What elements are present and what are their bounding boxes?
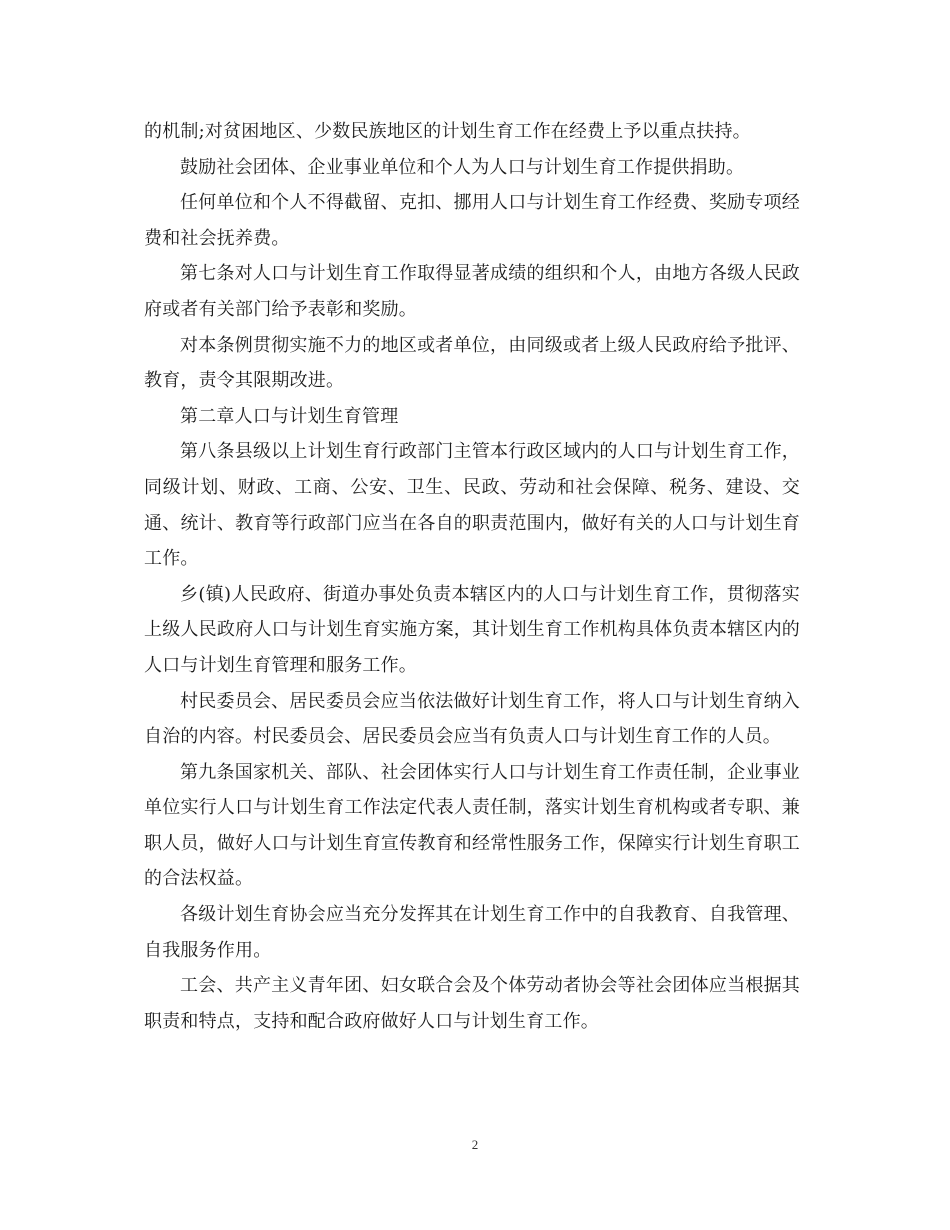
paragraph-article-7: 第七条对人口与计划生育工作取得显著成绩的组织和个人，由地方各级人民政府或者有关部门给予表彰和奖励。 xyxy=(144,263,800,320)
chapter-heading: 第二章人口与计划生育管理 xyxy=(180,405,399,427)
paragraph-12: 工会、共产主义青年团、妇女联合会及个体劳动者协会等社会团体应当根据其职责和特点，支持和配合政府做好人口与计划生育工作。 xyxy=(144,975,800,1032)
paragraph-article-8: 第八条县级以上计划生育行政部门主管本行政区域内的人口与计划生育工作，同级计划、财政、工商、公安、卫生、民政、劳动和社会保障、税务、建设、交通、统计、教育等行政部门应当在各自的职责范围内，做好有关的人口与计划生育工作。 xyxy=(144,441,800,570)
page-number: 2 xyxy=(471,1137,479,1152)
paragraph-8: 乡(镇)人民政府、街道办事处负责本辖区内的人口与计划生育工作，贯彻落实上级人民政府人口与计划生育实施方案，其计划生育工作机构具体负责本辖区内的人口与计划生育管理和服务工作。 xyxy=(144,583,800,676)
paragraph-2: 鼓励社会团体、企业事业单位和个人为人口与计划生育工作提供捐助。 xyxy=(180,156,745,178)
document-body xyxy=(144,114,800,1039)
paragraph-5: 对本条例贯彻实施不力的地区或者单位，由同级或者上级人民政府给予批评、教育，责令其限期改进。 xyxy=(144,334,800,392)
paragraph-9: 村民委员会、居民委员会应当依法做好计划生育工作，将人口与计划生育纳入自治的内容。村民委员会、居民委员会应当有负责人口与计划生育工作的人员。 xyxy=(144,690,800,748)
paragraph-article-9: 第九条国家机关、部队、社会团体实行人口与计划生育工作责任制，企业事业单位实行人口与计划生育工作法定代表人责任制，落实计划生育机构或者专职、兼职人员，做好人口与计划生育宣传教育和经常性服务工作，保障实行计划生育职工的合法权益。 xyxy=(144,761,800,890)
paragraph-1: 的机制;对贫困地区、少数民族地区的计划生育工作在经费上予以重点扶持。 xyxy=(144,121,751,142)
paragraph-11: 各级计划生育协会应当充分发挥其在计划生育工作中的自我教育、自我管理、自我服务作用。 xyxy=(144,904,800,961)
paragraph-3: 任何单位和个人不得截留、克扣、挪用人口与计划生育工作经费、奖励专项经费和社会抚养费。 xyxy=(144,192,800,249)
